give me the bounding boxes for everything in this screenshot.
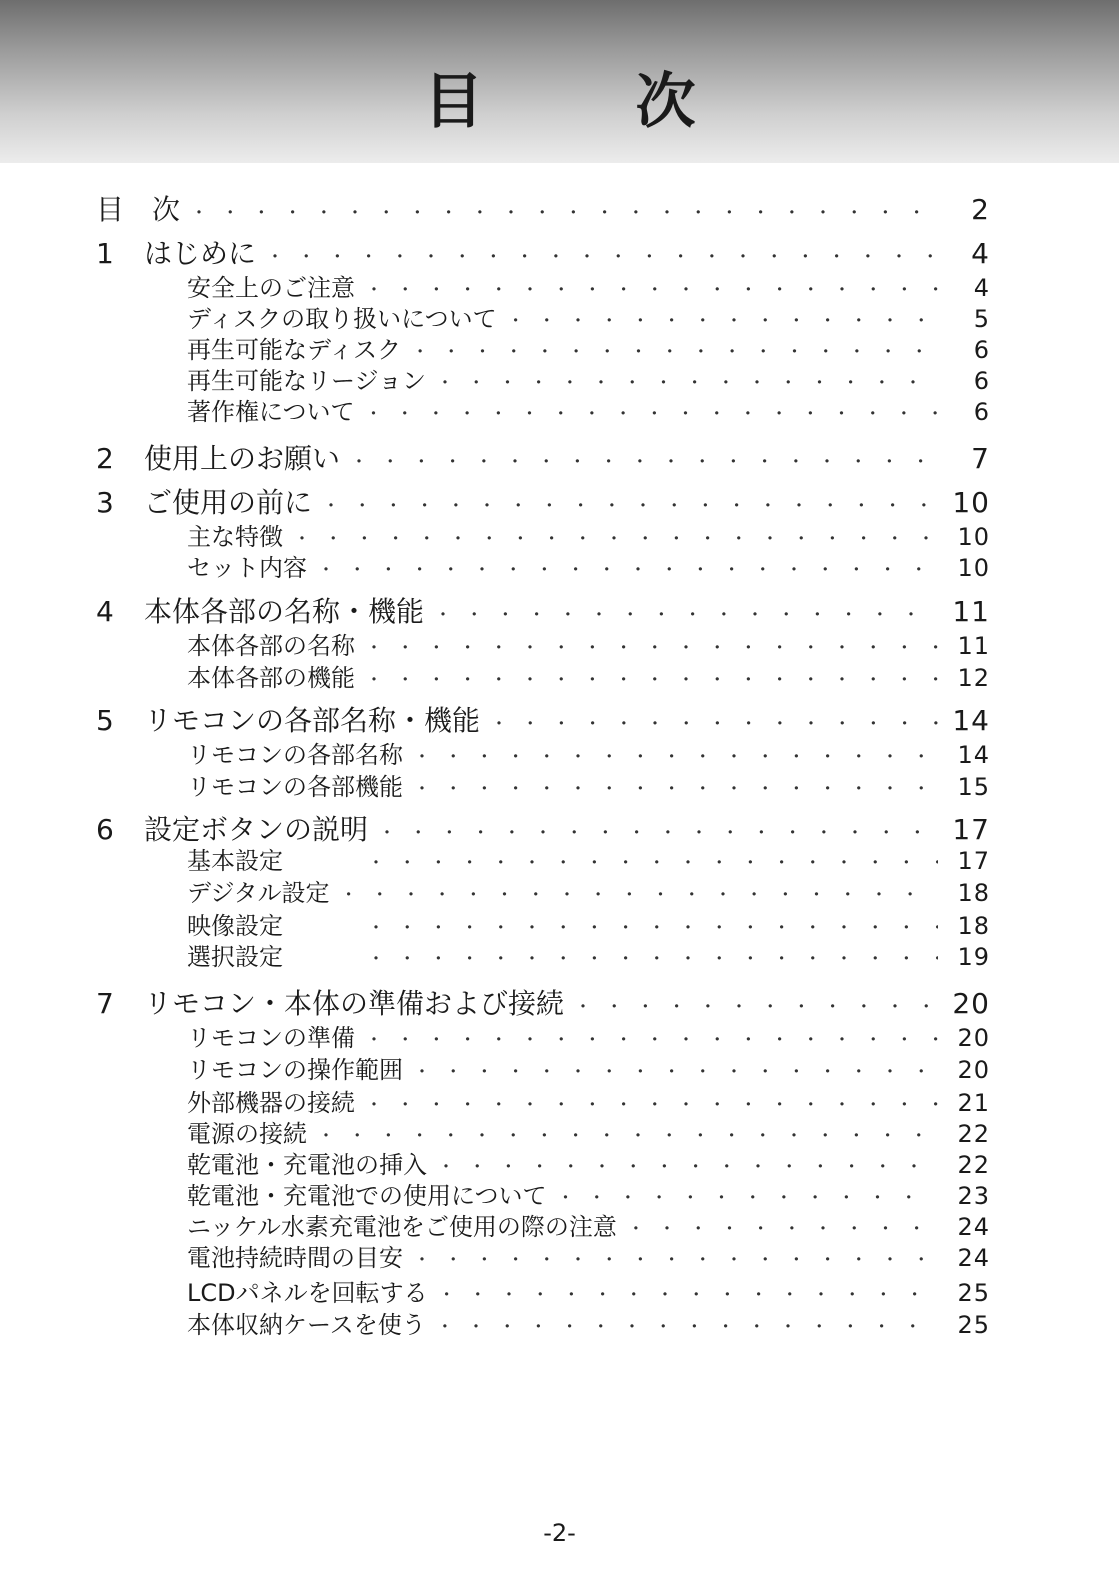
toc-subentry[interactable] — [187, 365, 990, 397]
toc-subentry[interactable] — [187, 272, 990, 304]
toc-number: 7 — [96, 987, 114, 1020]
dot-leader — [317, 1121, 938, 1150]
toc-label: LCDパネルを回転する — [187, 1279, 428, 1307]
toc-subentry[interactable] — [187, 877, 990, 909]
toc-entry[interactable] — [96, 702, 990, 740]
toc-page: 11 — [952, 595, 990, 628]
toc-page: 18 — [957, 879, 990, 907]
dot-leader — [365, 1025, 938, 1054]
dot-leader — [411, 337, 938, 366]
toc-label: 電池持続時間の目安 — [187, 1244, 403, 1272]
toc-page: 6 — [973, 367, 990, 395]
toc-page: 17 — [957, 847, 990, 875]
toc-label: ニッケル水素充電池をご使用の際の注意 — [187, 1213, 617, 1241]
toc-subentry[interactable] — [187, 1149, 990, 1181]
toc-label: 外部機器の接続 — [187, 1089, 355, 1117]
toc-label: リモコンの準備 — [187, 1024, 355, 1052]
toc-subentry[interactable] — [187, 1211, 990, 1243]
toc-page: 21 — [957, 1089, 990, 1117]
toc-label: 乾電池・充電池の挿入 — [187, 1151, 427, 1179]
toc-label: ディスクの取り扱いについて — [187, 305, 497, 333]
toc-label: 安全上のご注意 — [187, 274, 355, 302]
toc-label: 基本設定 — [187, 847, 283, 875]
toc-entry[interactable] — [96, 811, 990, 849]
toc-page: 12 — [957, 664, 990, 692]
toc-page: 11 — [957, 632, 990, 660]
toc-label: はじめに — [144, 237, 257, 270]
dot-leader — [367, 848, 938, 877]
dot-leader — [365, 1090, 938, 1119]
toc-label: 乾電池・充電池での使用について — [187, 1182, 547, 1210]
toc-label: リモコンの各部名称 — [187, 741, 403, 769]
toc-entry[interactable] — [96, 484, 990, 522]
toc-number: 5 — [96, 704, 114, 737]
dot-leader — [557, 1183, 938, 1212]
toc-label: 選択設定 — [187, 943, 283, 971]
toc-entry[interactable] — [96, 593, 990, 631]
toc-subentry[interactable] — [187, 941, 990, 973]
toc-subentry[interactable] — [187, 1242, 990, 1274]
toc-subentry[interactable] — [187, 1022, 990, 1054]
toc-subentry[interactable] — [187, 1277, 990, 1309]
toc-page: 14 — [952, 704, 990, 737]
toc-page: 22 — [957, 1151, 990, 1179]
toc-label: 再生可能なディスク — [187, 336, 402, 364]
toc-label: ご使用の前に — [144, 486, 313, 519]
toc-entry[interactable] — [96, 985, 990, 1023]
toc-page: 10 — [952, 486, 990, 519]
toc-label: 映像設定 — [187, 912, 283, 940]
dot-leader — [365, 399, 938, 428]
toc-label: 使用上のお願い — [144, 442, 341, 475]
toc-subentry[interactable] — [187, 1309, 990, 1341]
toc-page: 17 — [952, 813, 990, 846]
toc-page: 5 — [973, 305, 990, 333]
dot-leader — [190, 195, 938, 229]
dot-leader — [490, 706, 938, 740]
page-number: -2- — [543, 1519, 576, 1547]
toc-page: 7 — [971, 442, 990, 475]
toc-page: 4 — [971, 237, 990, 270]
toc-page: 24 — [957, 1244, 990, 1272]
toc-label: 再生可能なリージョン — [187, 367, 427, 395]
dot-leader — [365, 633, 938, 662]
dot-leader — [434, 597, 938, 631]
toc-page: 10 — [957, 554, 990, 582]
dot-leader — [436, 368, 938, 397]
toc-label: リモコンの各部名称・機能 — [144, 704, 481, 737]
dot-leader — [350, 444, 938, 478]
dot-leader — [413, 774, 938, 803]
toc-subentry[interactable] — [187, 1180, 990, 1212]
dot-leader — [413, 1057, 938, 1086]
dot-leader — [574, 989, 938, 1023]
dot-leader — [627, 1214, 938, 1243]
toc-page: 24 — [957, 1213, 990, 1241]
toc-page: 6 — [973, 398, 990, 426]
toc-label: 設定ボタンの説明 — [144, 813, 369, 846]
dot-leader — [438, 1280, 938, 1309]
toc-page: 20 — [957, 1024, 990, 1052]
toc-label: 電源の接続 — [187, 1120, 307, 1148]
toc-subentry[interactable] — [187, 739, 990, 771]
toc-page: 15 — [957, 773, 990, 801]
toc-page: 23 — [957, 1182, 990, 1210]
toc-number: 3 — [96, 486, 114, 519]
dot-leader — [437, 1152, 938, 1181]
dot-leader — [293, 524, 938, 553]
dot-leader — [378, 815, 938, 849]
toc-number: 1 — [96, 237, 114, 270]
toc-page: 4 — [973, 274, 990, 302]
toc-label: リモコンの操作範囲 — [187, 1056, 403, 1084]
toc-subentry[interactable] — [187, 521, 990, 553]
toc-page: 25 — [957, 1279, 990, 1307]
page-title: 目 次 — [423, 67, 742, 137]
toc-page: 2 — [971, 193, 990, 226]
toc-subentry[interactable] — [187, 552, 990, 584]
dot-leader — [507, 306, 938, 335]
toc-label: リモコン・本体の準備および接続 — [144, 987, 565, 1020]
toc-page: 6 — [973, 336, 990, 364]
toc-subentry[interactable] — [187, 662, 990, 694]
dot-leader — [266, 239, 938, 273]
toc-page: 14 — [957, 741, 990, 769]
dot-leader — [322, 488, 938, 522]
toc-subentry[interactable] — [187, 396, 990, 428]
toc-label: リモコンの各部機能 — [187, 773, 403, 801]
toc-page: 25 — [957, 1311, 990, 1339]
toc-label: セット内容 — [187, 554, 307, 582]
toc-subentry[interactable] — [187, 1054, 990, 1086]
dot-leader — [365, 275, 938, 304]
toc-page: 19 — [957, 943, 990, 971]
toc-subentry[interactable] — [187, 630, 990, 662]
toc-entry[interactable] — [96, 191, 990, 229]
toc-label: 本体収納ケースを使う — [187, 1311, 426, 1339]
dot-leader — [317, 555, 938, 584]
toc-page: 22 — [957, 1120, 990, 1148]
toc-subentry[interactable] — [187, 1118, 990, 1150]
toc-subentry[interactable] — [187, 845, 990, 877]
toc-subentry[interactable] — [187, 1087, 990, 1119]
toc-page: 18 — [957, 912, 990, 940]
toc-number: 6 — [96, 813, 114, 846]
toc-subentry[interactable] — [187, 334, 990, 366]
toc-label: 本体各部の名称・機能 — [144, 595, 425, 628]
toc-page: 20 — [952, 987, 990, 1020]
toc-label: 主な特徴 — [187, 523, 283, 551]
toc-label: 本体各部の名称 — [187, 632, 355, 660]
toc-number: 2 — [96, 442, 114, 475]
toc-label: 本体各部の機能 — [187, 664, 355, 692]
toc-subentry[interactable] — [187, 303, 990, 335]
toc-entry[interactable] — [96, 440, 990, 478]
toc-number: 4 — [96, 595, 114, 628]
dot-leader — [367, 944, 938, 973]
dot-leader — [413, 1245, 938, 1274]
toc-entry[interactable] — [96, 235, 990, 273]
toc-label: 目 次 — [96, 193, 181, 226]
dot-leader — [365, 665, 938, 694]
dot-leader — [340, 880, 938, 909]
toc-page: 10 — [957, 523, 990, 551]
toc-label: 著作権について — [187, 398, 355, 426]
toc-subentry[interactable] — [187, 771, 990, 803]
dot-leader — [367, 913, 938, 942]
dot-leader — [413, 742, 938, 771]
toc-page: 20 — [957, 1056, 990, 1084]
toc-label: デジタル設定 — [187, 879, 330, 907]
toc-subentry[interactable] — [187, 910, 990, 942]
dot-leader — [436, 1312, 938, 1341]
